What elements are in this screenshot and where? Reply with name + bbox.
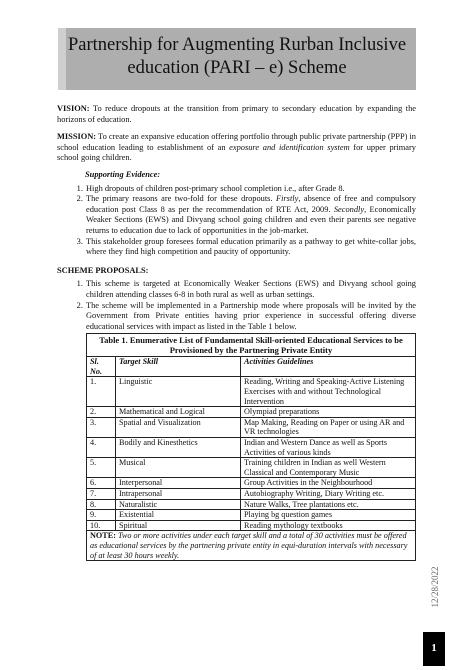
cell-activities: Olympiad preparations <box>241 407 416 418</box>
mission-label: MISSION: <box>57 132 97 142</box>
vision-text: To reduce dropouts at the transition from primary to secondary education by expanding the horizons of education. <box>57 104 416 124</box>
cell-activities: Autobiography Writing, Diary Writing etc. <box>241 489 416 500</box>
mission-text-a: To create an expansive education offering portfolio through public private partnership (PPP) in school education leading to establishment of an <box>57 132 416 152</box>
proposals-heading: SCHEME PROPOSALS: <box>57 265 149 275</box>
cell-sl-no: 4. <box>87 438 116 458</box>
skills-table <box>86 333 416 561</box>
table-row <box>87 438 416 458</box>
page-number: 1 <box>431 642 437 654</box>
document-body <box>57 104 416 561</box>
table-row <box>87 499 416 510</box>
cell-sl-no: 10. <box>87 520 116 531</box>
cell-sl-no: 6. <box>87 478 116 489</box>
cell-sl-no: 7. <box>87 489 116 500</box>
mission-text-italic: exposure and identification system <box>229 142 350 152</box>
table-row <box>87 478 416 489</box>
vision-label: VISION: <box>57 104 90 113</box>
evidence-text: Firstly <box>275 194 299 204</box>
note-text: Two or more activities under each target skill and a total of 30 activities must be offered as educational services by the partnering private entity in equi-duration intervals with necessary of at least 30 hours weekly. <box>90 531 408 560</box>
evidence-text: , absence of free and compulsory education post Class 8 as per the recommendation of RTE Act, 2009. <box>86 194 416 214</box>
evidence-text: Secondly <box>333 204 365 214</box>
table-note <box>87 531 416 561</box>
evidence-text: High dropouts of children post-primary school completion i.e., after Grade 8. <box>86 183 345 193</box>
mission-paragraph <box>57 132 416 164</box>
cell-sl-no: 5. <box>87 458 116 478</box>
page-title: Partnership for Augmenting Rurban Inclusive education (PARI – e) Scheme <box>67 35 407 78</box>
cell-activities: Reading, Writing and Speaking-Active Listening Exercises with and without Technological Intervention <box>241 377 416 407</box>
cell-target-skill: Spatial and Visualization <box>116 417 241 437</box>
evidence-text: This stakeholder group foresees formal education primarily as a pathway to get white-collar jobs, where they find high competition and paucity of opportunity. <box>86 236 416 257</box>
table-caption: Table 1. Enumerative List of Fundamental Skill-oriented Educational Services to be Provisioned by the Partnering Private Entity <box>87 334 416 357</box>
evidence-item <box>85 237 416 258</box>
proposals-list <box>57 279 416 332</box>
table-row <box>87 489 416 500</box>
mission-text-b: for upper primary school going children. <box>57 142 416 163</box>
cell-sl-no: 9. <box>87 510 116 521</box>
cell-target-skill: Linguistic <box>116 377 241 407</box>
table-row <box>87 377 416 407</box>
cell-activities: Nature Walks, Tree plantations etc. <box>241 499 416 510</box>
cell-activities: Playing bg question games <box>241 510 416 521</box>
cell-target-skill: Interpersonal <box>116 478 241 489</box>
cell-target-skill: Spiritual <box>116 520 241 531</box>
table-row <box>87 510 416 521</box>
cell-sl-no: 3. <box>87 417 116 437</box>
cell-activities: Reading mythology textbooks <box>241 520 416 531</box>
table-body <box>87 377 416 531</box>
evidence-list <box>57 184 416 258</box>
cell-target-skill: Naturalistic <box>116 499 241 510</box>
page-number-box <box>423 632 445 666</box>
table-row <box>87 458 416 478</box>
cell-sl-no: 8. <box>87 499 116 510</box>
cell-target-skill: Mathematical and Logical <box>116 407 241 418</box>
table-row <box>87 520 416 531</box>
evidence-item <box>85 194 416 236</box>
vision-paragraph <box>57 104 416 125</box>
date-stamp <box>424 556 444 626</box>
proposal-item: 2. The scheme will be implemented in a Partnership mode where proposals will be invited by the Government from Private entities having prior experience in successful offering diverse educational services with impact as listed in the Table 1 below. <box>85 301 416 333</box>
cell-target-skill: Musical <box>116 458 241 478</box>
header-sl-no: Sl. No. <box>87 357 116 377</box>
cell-target-skill: Intrapersonal <box>116 489 241 500</box>
cell-target-skill: Bodily and Kinesthetics <box>116 438 241 458</box>
cell-activities: Training children in Indian as well Western Classical and Contemporary Music <box>241 458 416 478</box>
cell-sl-no: 2. <box>87 407 116 418</box>
header-activities: Activities Guidelines <box>241 357 416 377</box>
evidence-item <box>85 184 416 195</box>
table-row <box>87 407 416 418</box>
cell-activities: Indian and Western Dance as well as Sports Activities of various kinds <box>241 438 416 458</box>
cell-target-skill: Existential <box>116 510 241 521</box>
cell-sl-no: 1. <box>87 377 116 407</box>
note-label: NOTE: <box>90 531 116 541</box>
proposal-item: 1. This scheme is targeted at Economically Weaker Sections (EWS) and Divyang school going children attending classes 6-8 in both rural as well as urban settings. <box>85 279 416 300</box>
title-banner <box>58 28 416 90</box>
table-row <box>87 417 416 437</box>
evidence-text: The primary reasons are two-fold for these dropouts. <box>86 194 276 204</box>
cell-activities: Map Making, Reading on Paper or using AR and VR technologies <box>241 417 416 437</box>
header-target-skill: Target Skill <box>116 357 241 377</box>
date-text: 12/28/2022 <box>430 566 440 608</box>
evidence-text: , Economically Weaker Sections (EWS) and Divyang school going children and even their parents see negative returns to education due to lack of opportunities in the job-market. <box>86 204 416 235</box>
cell-activities: Group Activities in the Neighbourhood <box>241 478 416 489</box>
evidence-heading: Supporting Evidence: <box>85 169 161 179</box>
